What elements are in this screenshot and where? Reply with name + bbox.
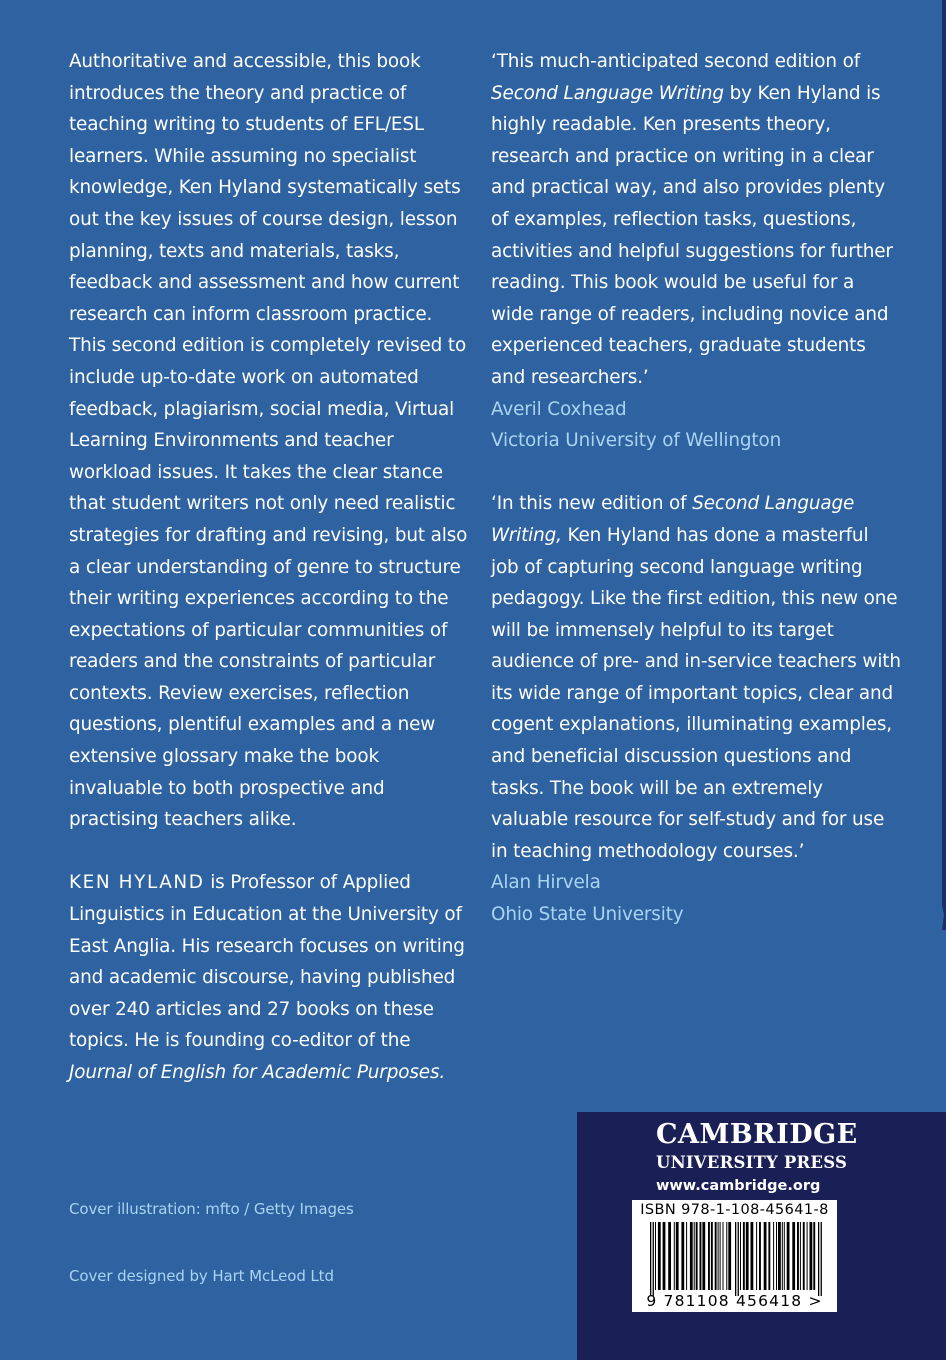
barcode-digits: 9 781108 456418 > <box>646 1292 823 1310</box>
publisher-url: www.cambridge.org <box>656 1178 821 1194</box>
barcode-bar <box>690 1222 693 1290</box>
publisher-subname: UNIVERSITY PRESS <box>656 1153 848 1172</box>
review-2-text-b: Ken Hyland has done a masterful job of capturing second language writing pedagogy. Like the first edition, this new one will be immensely helpful to its target audience of pre- and in-service teachers with its wide range of important topics, clear and cogent explanations, illuminating examples, and beneficial discussion questions and tasks. The book will be an extremely valuable resource for self-study and for use in teaching methodology courses.’ <box>491 524 901 862</box>
barcode-bar <box>818 1222 819 1296</box>
barcode-bar <box>681 1222 684 1290</box>
barcode-bar <box>821 1222 822 1296</box>
barcode-bar <box>696 1222 698 1290</box>
spine-edge <box>928 0 946 930</box>
barcode-bar <box>715 1222 717 1290</box>
barcode-bar <box>658 1222 661 1290</box>
barcode-bar <box>797 1222 799 1290</box>
barcode-bar <box>668 1222 671 1290</box>
barcode-bar <box>782 1222 783 1290</box>
barcode-bar <box>718 1222 719 1290</box>
author-bio-text: is Professor of Applied Linguistics in Education at the University of East Anglia. His research focuses on writing and academic discourse, having published over 240 articles and 27 books on these topics. He is founding co-editor of the <box>69 872 465 1052</box>
barcode-bar <box>726 1222 727 1290</box>
barcode-bar <box>768 1222 770 1290</box>
barcode-bar <box>740 1222 741 1290</box>
author-name: KEN HYLAND <box>69 872 205 894</box>
book-blurb: Authoritative and accessible, this book introduces the theory and practice of teaching writing to students of EFL/ESL learners. While assuming no specialist knowledge, Ken Hyland systematically sets out the key issues of course design, lesson planning, texts and materials, tasks, feedback and assessment and how current research can inform classroom practice. This second edition is completely revised to include up-to-date work on automated feedback, plagiarism, social media, Virtual Learning Environments and teacher workload issues. It takes the clear stance that student writers not only need realistic strategies for drafting and revising, but also a clear understanding of genre to structure their writing experiences according to the expectations of particular communities of readers and the constraints of particular contexts. Review exercises, reflection questions, plentiful examples and a new extensive glossary make the book invaluable to both prospective and practising teachers alike. <box>69 51 468 831</box>
journal-title: Journal of English for Academic Purposes. <box>69 1062 446 1083</box>
barcode-bar <box>694 1222 695 1290</box>
barcode-bar <box>720 1222 721 1290</box>
reviewer-2-affiliation: Ohio State University <box>491 904 684 926</box>
barcode-bar <box>759 1222 761 1290</box>
review-1-text-b: by Ken Hyland is highly readable. Ken presents theory, research and practice on writing in a clear and practical way, and also provides plenty of examples, reflection tasks, questions, activities and helpful suggestions for further reading. This book would be useful for a wide range of readers, including novice and experienced teachers, graduate students and researchers.’ <box>491 82 893 388</box>
barcode-bar <box>728 1222 731 1290</box>
barcode-bar <box>792 1222 795 1290</box>
barcode-bar <box>807 1222 808 1290</box>
author-bio <box>69 867 469 1088</box>
barcode-bar <box>800 1222 801 1290</box>
barcode-bar <box>756 1222 757 1290</box>
review-quote-2 <box>491 488 901 867</box>
barcode-bar <box>787 1222 790 1290</box>
barcode-bar <box>743 1222 745 1290</box>
isbn-barcode <box>632 1200 837 1312</box>
reviewer-2-name: Alan Hirvela <box>491 872 601 894</box>
reviewer-1-name: Averil Coxhead <box>491 398 627 420</box>
cover-design-credit: Cover designed by Hart McLeod Ltd <box>69 1267 334 1285</box>
barcode-bar <box>751 1222 754 1290</box>
barcode-bar <box>810 1222 813 1290</box>
cover-illustration-credit: Cover illustration: mfto / Getty Images <box>69 1200 354 1218</box>
barcode-bar <box>738 1222 739 1296</box>
barcode-bar <box>746 1222 749 1290</box>
isbn-label: ISBN 978-1-108-45641-8 <box>640 1202 829 1218</box>
barcode-bar <box>655 1222 656 1290</box>
review-2-book-title: Second Language Writing, <box>491 493 855 546</box>
publisher-name: CAMBRIDGE <box>656 1119 858 1150</box>
barcode-bar <box>702 1222 705 1290</box>
barcode-bar <box>735 1222 736 1296</box>
barcode-bar <box>803 1222 805 1290</box>
barcode-bar <box>723 1222 724 1290</box>
barcode-bar <box>708 1222 710 1290</box>
review-quote-1 <box>491 46 901 394</box>
barcode-bar <box>676 1222 679 1290</box>
barcode-bar <box>650 1222 651 1296</box>
review-1-book-title: Second Language Writing <box>491 82 724 104</box>
barcode-bar <box>813 1222 815 1290</box>
barcode-bar <box>784 1222 785 1290</box>
reviewer-1-affiliation: Victoria University of Wellington <box>491 430 782 452</box>
barcode-bar <box>764 1222 767 1290</box>
barcode-bar <box>674 1222 675 1290</box>
barcode-bar <box>653 1222 654 1296</box>
barcode-bar <box>686 1222 687 1290</box>
barcode-bar <box>778 1222 781 1290</box>
barcode-bar <box>773 1222 774 1290</box>
barcode-bar <box>776 1222 777 1290</box>
review-2-text-a: ‘In this new edition of <box>491 493 693 515</box>
left-column <box>69 46 469 1089</box>
review-1-text-a: ‘This much-anticipated second edition of <box>491 51 861 72</box>
barcode-bar <box>700 1222 702 1290</box>
barcode-bar <box>711 1222 713 1290</box>
right-column <box>491 46 901 931</box>
barcode-bar <box>663 1222 666 1290</box>
